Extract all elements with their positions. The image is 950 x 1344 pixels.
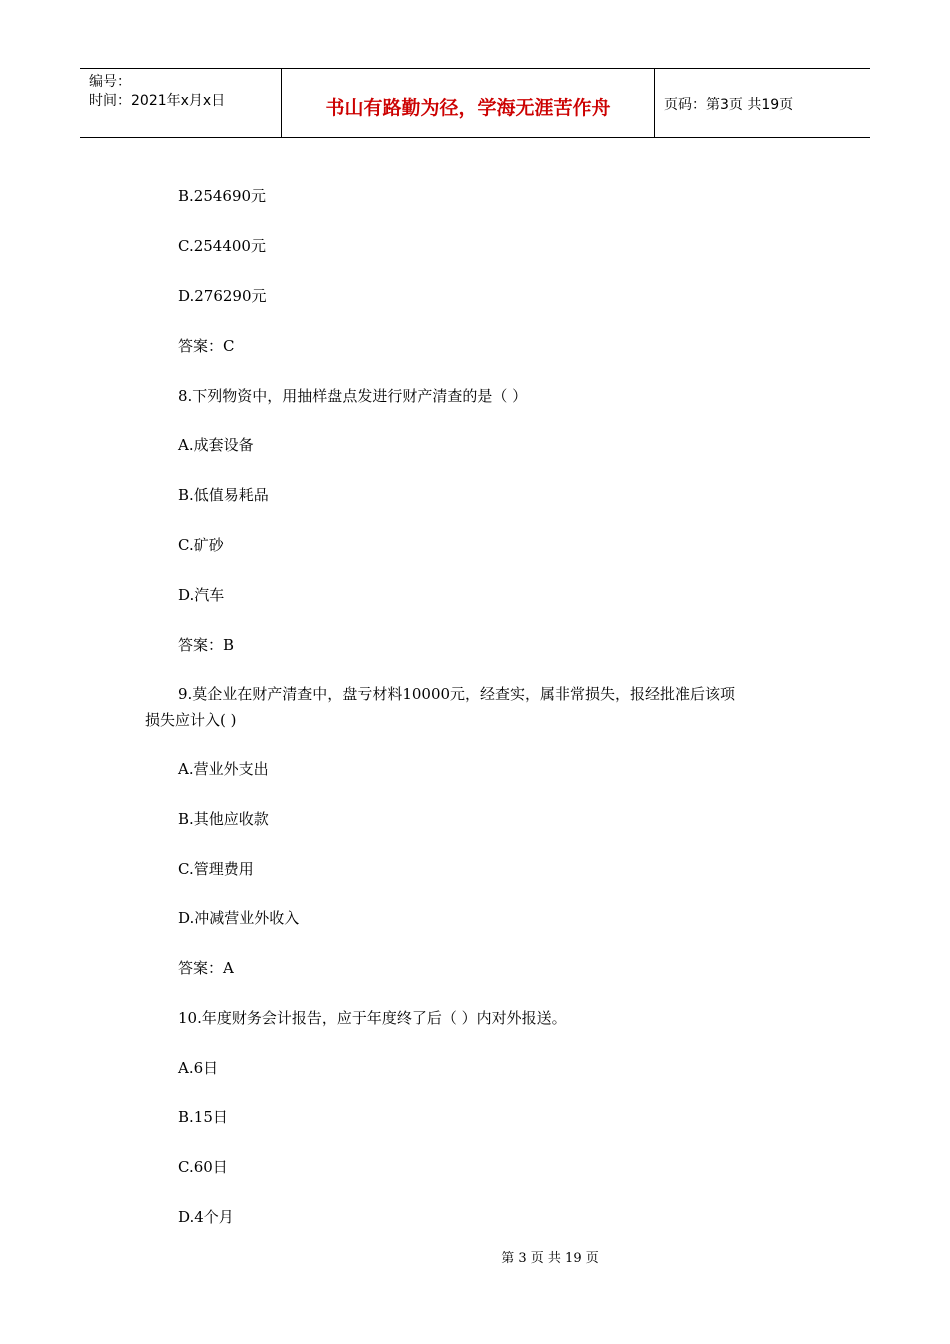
option-a-q10: A.6日 [178, 1059, 219, 1077]
option-a-q9: A.营业外支出 [178, 760, 269, 778]
question-9: 9.莫企业在财产清查中，盘亏材料10000元，经查实，属非常损失，报经批准后该项 [178, 685, 736, 703]
answer-q9: 答案：A [178, 959, 234, 977]
option-b-q8: B.低值易耗品 [178, 486, 269, 504]
option-b-q10: B.15日 [178, 1108, 228, 1126]
page-footer [0, 1247, 950, 1266]
option-c-q8: C.矿砂 [178, 536, 224, 554]
option-c-q7: C.254400元 [178, 237, 266, 255]
serial-number-label: 编号： [89, 74, 131, 90]
option-c-q10: C.60日 [178, 1158, 228, 1176]
footer-page-number: 第 3 页 共 19 页 [501, 1251, 599, 1266]
question-10: 10.年度财务会计报告，应于年度终了后（ ）内对外报送。 [178, 1009, 567, 1027]
answer-q8: 答案：B [178, 636, 235, 654]
question-8: 8.下列物资中，用抽样盘点发进行财产清查的是（ ） [178, 387, 528, 405]
header-page-info: 页码：第3页 共19页 [664, 97, 794, 113]
option-d-q8: D.汽车 [178, 586, 225, 604]
answer-q7: 答案：C [178, 337, 235, 355]
header-page-cell [655, 69, 870, 137]
option-d-q7: D.276290元 [178, 287, 267, 305]
option-d-q10: D.4个月 [178, 1208, 234, 1226]
option-d-q9: D.冲减营业外收入 [178, 909, 300, 927]
option-a-q8: A.成套设备 [178, 436, 254, 454]
page-header [80, 68, 870, 138]
header-motto: 书山有路勤为径，学海无涯苦作舟 [325, 97, 611, 119]
date-label: 时间：2021年x月x日 [89, 93, 226, 109]
header-motto-cell [282, 69, 655, 137]
question-9-continued: 损失应计入( ) [145, 711, 237, 729]
option-b-q9: B.其他应收款 [178, 810, 269, 828]
option-c-q9: C.管理费用 [178, 860, 254, 878]
option-b-q7: B.254690元 [178, 187, 267, 205]
header-left-cell [80, 69, 282, 137]
